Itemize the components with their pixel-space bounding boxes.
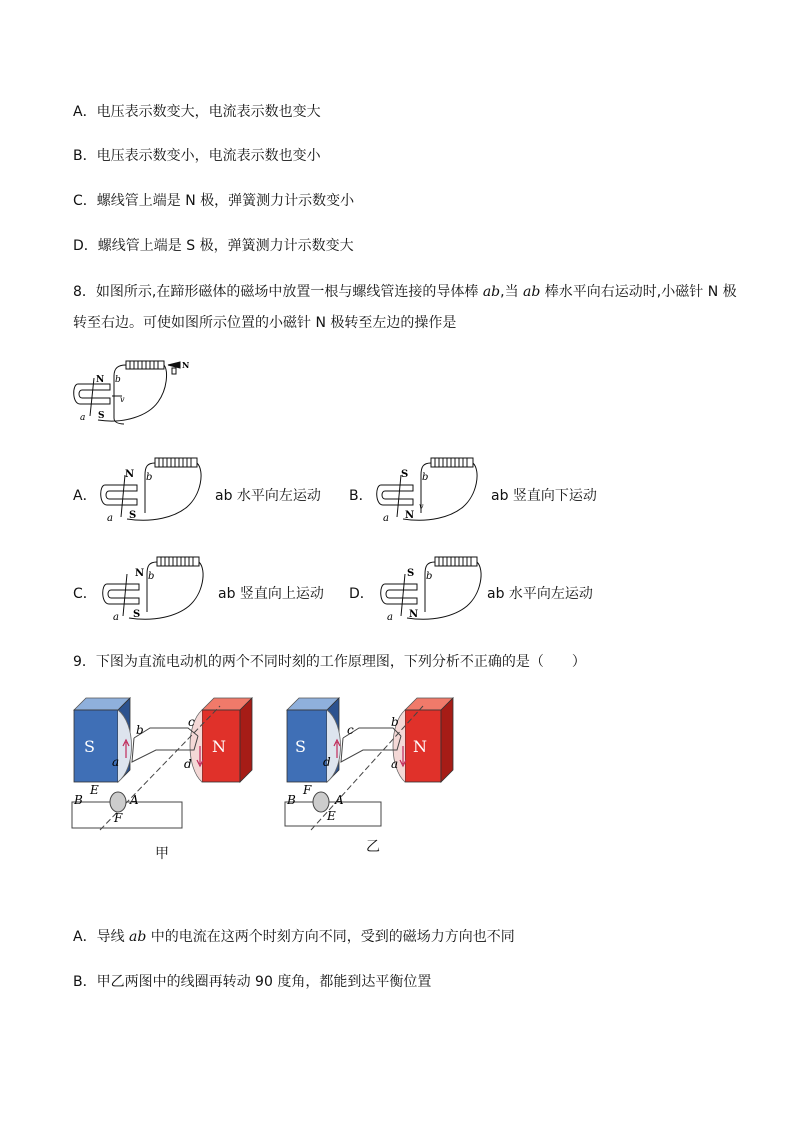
fig-label-n: N [96,375,105,385]
fig-label-n: N [409,609,419,620]
fig-label-b: b [136,723,144,737]
magnet-n-label: N [212,737,226,756]
q8-option-b-text: ab 竖直向下运动 [491,488,597,504]
q9-option-b: B．甲乙两图中的线圈再转动 90 度角，都能到达平衡位置 [73,974,432,990]
fig-label-a: a [387,612,393,623]
fig-label-s: S [98,411,105,421]
fig-label-a: a [113,612,119,623]
q9-stem: 9．下图为直流电动机的两个不同时刻的工作原理图，下列分析不正确的是（ ） [73,654,586,670]
q8-option-d-label: D． [349,586,374,602]
fig-label-s: S [133,609,141,620]
q8-option-c-label: C． [73,586,97,602]
fig-label-f: F [303,783,312,797]
fig-label-a: a [391,757,399,771]
q8-option-c-figure [99,554,214,624]
q8-option-a-figure [97,455,212,525]
fig-label-b: b [391,715,399,729]
q9-motor-figure-yi [283,690,473,840]
q9-caption-jia: 甲 [155,846,169,862]
fig-label-a: a [80,413,86,423]
q9-motor-figure-jia [70,690,260,840]
fig-label-b: b [426,571,433,582]
fig-label-s: S [129,510,137,521]
magnet-s-label: S [295,737,306,756]
fig-label-a-brush: A [130,793,139,807]
fig-label-b-brush: B [74,793,83,807]
magnet-s-label: S [84,737,95,756]
magnet-n-label: N [413,737,427,756]
fig-label-a: a [112,755,120,769]
fig-label-n: N [125,469,135,480]
fig-label-b-brush: B [287,793,296,807]
fig-label-b: b [115,375,121,385]
q8-option-b-figure [373,455,488,525]
q8-option-b-label: B． [349,488,373,504]
q8-option-d-figure [377,554,492,624]
q8-stem-line1: 8．如图所示,在蹄形磁体的磁场中放置一根与螺线管连接的导体棒 ab,当 ab 棒水平向右运动时,小磁针 N 极 [73,284,737,300]
fig-label-s: S [401,469,409,480]
fig-label-a: a [107,513,113,524]
fig-label-e: E [327,809,336,823]
fig-label-b: b [148,571,155,582]
q8-option-c-text: ab 竖直向上运动 [218,586,324,602]
q7-option-a: A．电压表示数变大，电流表示数也变大 [73,104,321,120]
fig-label-d: d [184,757,192,771]
compass-label-n: N [182,360,190,370]
fig-label-s: S [407,568,415,579]
q8-stem-line2: 转至右边。可使如图所示位置的小磁针 N 极转至左边的操作是 [73,315,457,331]
fig-label-e: E [90,783,99,797]
fig-label-n: N [405,510,415,521]
q7-option-b: B．电压表示数变小，电流表示数也变小 [73,148,321,164]
fig-label-d: d [323,755,331,769]
fig-label-v: v [419,502,424,511]
fig-label-a: a [383,513,389,524]
q9-option-a: A．导线 ab 中的电流在这两个时刻方向不同，受到的磁场力方向也不同 [73,929,515,945]
q7-option-c: C．螺线管上端是 N 极，弹簧测力计示数变小 [73,193,355,209]
fig-label-c: c [188,715,195,729]
q8-main-figure [68,358,198,428]
fig-label-b: b [422,472,429,483]
q8-option-a-text: ab 水平向左运动 [215,488,321,504]
q8-option-a-label: A． [73,488,97,504]
q9-caption-yi: 乙 [366,839,380,855]
q8-option-d-text: ab 水平向左运动 [487,586,593,602]
q7-option-d: D．螺线管上端是 S 极，弹簧测力计示数变大 [73,238,354,254]
fig-label-b: b [146,472,153,483]
fig-label-n: N [135,568,145,579]
fig-label-a-brush: A [335,793,344,807]
fig-label-c: c [347,723,354,737]
fig-label-v: v [120,395,125,404]
fig-label-f: F [114,811,123,825]
